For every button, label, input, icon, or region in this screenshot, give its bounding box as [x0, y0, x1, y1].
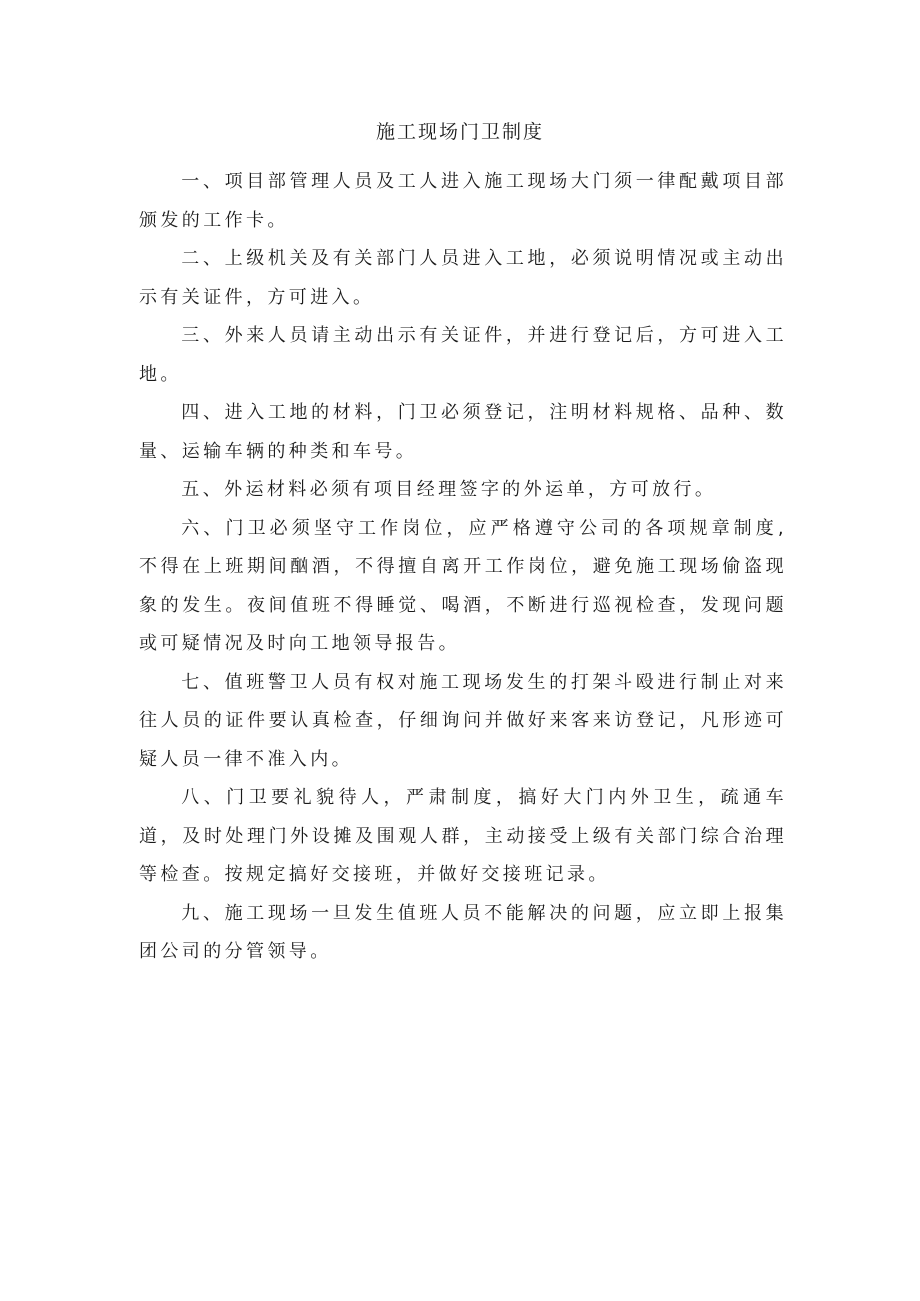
- paragraph-7: 七、值班警卫人员有权对施工现场发生的打架斗殴进行制止对来往人员的证件要认真检查，仔细询问并做好来客来访登记，凡形迹可疑人员一律不准入内。: [139, 671, 787, 770]
- document-body: [139, 163, 787, 972]
- paragraph-8: 八、门卫要礼貌待人，严肃制度，搞好大门内外卫生，疏通车道，及时处理门外设摊及围观人群，主动接受上级有关部门综合治理等检查。按规定搞好交接班，并做好交接班记录。: [139, 787, 787, 885]
- document-title: 施工现场门卫制度: [375, 121, 544, 143]
- paragraph-5: 五、外运材料必须有项目经理签字的外运单，方可放行。: [181, 479, 717, 500]
- paragraph-3: 三、外来人员请主动出示有关证件，并进行登记后，方可进入工地。: [139, 325, 787, 385]
- paragraph-4: 四、进入工地的材料，门卫必须登记，注明材料规格、品种、数量、运输车辆的种类和车号。: [139, 402, 787, 462]
- paragraph-2: 二、上级机关及有关部门人员进入工地，必须说明情况或主动出示有关证件，方可进入。: [139, 248, 787, 308]
- paragraph-1: 一、项目部管理人员及工人进入施工现场大门须一律配戴项目部颁发的工作卡。: [139, 171, 787, 231]
- paragraph-6: 六、门卫必须坚守工作岗位，应严格遵守公司的各项规章制度,不得在上班期间酗酒，不得擅自离开工作岗位，避免施工现场偷盗现象的发生。夜间值班不得睡觉、喝酒，不断进行巡视检查，发现问题或可疑情况及时向工地领导报告。: [139, 517, 787, 654]
- paragraph-9: 九、施工现场一旦发生值班人员不能解决的问题，应立即上报集团公司的分管领导。: [139, 902, 787, 962]
